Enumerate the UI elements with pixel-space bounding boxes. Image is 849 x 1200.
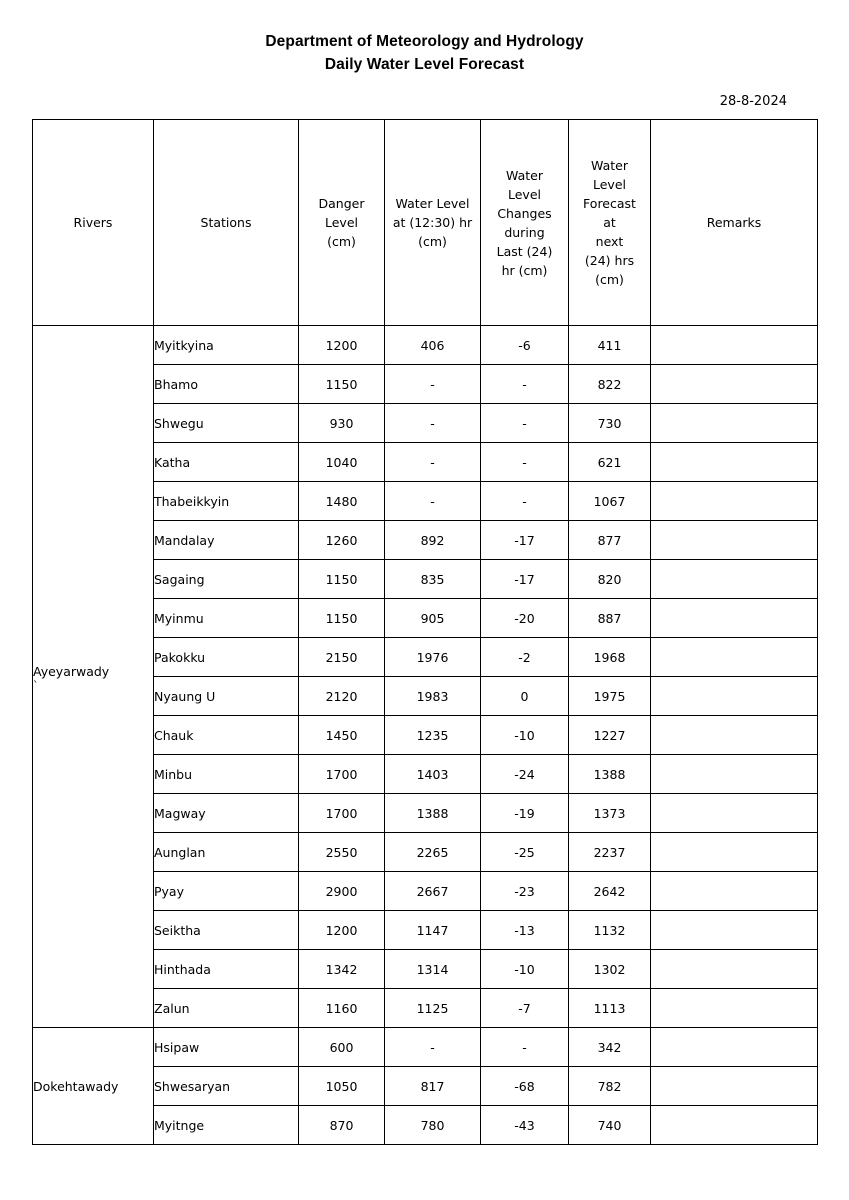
danger-level-value: 1200 xyxy=(299,911,385,950)
water-level-change-value: -23 xyxy=(481,872,569,911)
changes-line-1: Water xyxy=(506,167,543,183)
page-title-line-2: Daily Water Level Forecast xyxy=(324,56,525,73)
remarks-value xyxy=(651,677,818,716)
water-level-change-value: - xyxy=(481,365,569,404)
river-name: Ayeyarwady xyxy=(33,663,110,679)
water-level-change-value: -25 xyxy=(481,833,569,872)
river-name: Dokehtawady xyxy=(33,1078,119,1094)
water-level-forecast-value: 621 xyxy=(569,443,651,482)
station-name: Shwesaryan xyxy=(154,1067,299,1106)
station-name: Chauk xyxy=(154,716,299,755)
remarks-value xyxy=(651,521,818,560)
water-level-value: 835 xyxy=(385,560,481,599)
water-level-change-value: -10 xyxy=(481,716,569,755)
table-header xyxy=(33,120,818,326)
danger-level-value: 1050 xyxy=(299,1067,385,1106)
station-name: Nyaung U xyxy=(154,677,299,716)
danger-level-value: 2550 xyxy=(299,833,385,872)
document-header xyxy=(0,0,849,76)
water-level-change-value: -20 xyxy=(481,599,569,638)
table-row xyxy=(33,1028,818,1067)
station-name: Thabeikkyin xyxy=(154,482,299,521)
changes-line-2: Level xyxy=(508,186,541,202)
column-header-danger-level xyxy=(299,120,385,326)
water-level-value: 1403 xyxy=(385,755,481,794)
remarks-value xyxy=(651,365,818,404)
station-name: Mandalay xyxy=(154,521,299,560)
table-body xyxy=(33,326,818,1145)
changes-line-5: Last (24) xyxy=(496,243,553,259)
danger-level-value: 1700 xyxy=(299,794,385,833)
water-level-change-value: -10 xyxy=(481,950,569,989)
water-level-change-value: -68 xyxy=(481,1067,569,1106)
danger-level-value: 2150 xyxy=(299,638,385,677)
water-level-value: 1314 xyxy=(385,950,481,989)
water-level-value: - xyxy=(385,482,481,521)
river-group-label xyxy=(33,1028,154,1145)
water-level-change-value: - xyxy=(481,1028,569,1067)
column-header-remarks: Remarks xyxy=(651,120,818,326)
station-name: Myitkyina xyxy=(154,326,299,365)
remarks-value xyxy=(651,482,818,521)
forecast-line-5: next xyxy=(595,234,624,249)
station-name: Seiktha xyxy=(154,911,299,950)
river-group-label xyxy=(33,326,154,1028)
water-level-change-value: 0 xyxy=(481,677,569,716)
station-name: Pyay xyxy=(154,872,299,911)
danger-level-value: 1160 xyxy=(299,989,385,1028)
water-level-change-value: -6 xyxy=(481,326,569,365)
danger-level-value: 1040 xyxy=(299,443,385,482)
remarks-value xyxy=(651,833,818,872)
water-level-change-value: -7 xyxy=(481,989,569,1028)
water-level-forecast-value: 1132 xyxy=(569,911,651,950)
water-level-change-value: -17 xyxy=(481,560,569,599)
water-level-value: 1147 xyxy=(385,911,481,950)
column-header-water-level-forecast xyxy=(569,120,651,326)
water-level-forecast-value: 1302 xyxy=(569,950,651,989)
water-level-forecast-value: 730 xyxy=(569,404,651,443)
water-level-change-value: -17 xyxy=(481,521,569,560)
water-level-change-value: -19 xyxy=(481,794,569,833)
water-level-forecast-value: 1227 xyxy=(569,716,651,755)
water-level-forecast-value: 1388 xyxy=(569,755,651,794)
station-name: Katha xyxy=(154,443,299,482)
water-level-change-value: - xyxy=(481,443,569,482)
water-level-change-value: -24 xyxy=(481,755,569,794)
remarks-value xyxy=(651,872,818,911)
water-level-change-value: -2 xyxy=(481,638,569,677)
forecast-line-3: Forecast xyxy=(583,196,636,211)
danger-level-value: 1700 xyxy=(299,755,385,794)
danger-level-line-2: Level xyxy=(325,215,358,230)
water-level-forecast-value: 782 xyxy=(569,1067,651,1106)
report-date: 28-8-2024 xyxy=(719,94,787,109)
remarks-value xyxy=(651,326,818,365)
station-name: Zalun xyxy=(154,989,299,1028)
changes-line-4: during xyxy=(504,224,545,240)
forecast-line-7: (cm) xyxy=(595,272,624,287)
remarks-value xyxy=(651,1028,818,1067)
danger-level-value: 1200 xyxy=(299,326,385,365)
station-name: Bhamo xyxy=(154,365,299,404)
water-level-value: 2667 xyxy=(385,872,481,911)
water-level-value: 905 xyxy=(385,599,481,638)
remarks-value xyxy=(651,911,818,950)
station-name: Hinthada xyxy=(154,950,299,989)
water-level-forecast-value: 2237 xyxy=(569,833,651,872)
water-level-value: - xyxy=(385,404,481,443)
water-level-change-value: - xyxy=(481,404,569,443)
water-level-forecast-value: 1975 xyxy=(569,677,651,716)
remarks-value xyxy=(651,1106,818,1145)
water-level-value: - xyxy=(385,443,481,482)
station-name: Myitnge xyxy=(154,1106,299,1145)
danger-level-value: 1150 xyxy=(299,365,385,404)
remarks-value xyxy=(651,716,818,755)
water-level-forecast-value: 820 xyxy=(569,560,651,599)
water-level-forecast-value: 1968 xyxy=(569,638,651,677)
water-level-forecast-value: 2642 xyxy=(569,872,651,911)
station-name: Sagaing xyxy=(154,560,299,599)
water-level-change-value: -13 xyxy=(481,911,569,950)
remarks-value xyxy=(651,560,818,599)
water-level-forecast-value: 1373 xyxy=(569,794,651,833)
water-level-line-1: Water Level xyxy=(395,196,470,211)
water-level-forecast-value: 1113 xyxy=(569,989,651,1028)
column-header-water-level xyxy=(385,120,481,326)
water-level-forecast-value: 740 xyxy=(569,1106,651,1145)
danger-level-value: 600 xyxy=(299,1028,385,1067)
changes-line-3: Changes xyxy=(497,205,552,221)
water-level-line-2: at (12:30) hr xyxy=(392,215,473,230)
remarks-value xyxy=(651,404,818,443)
water-level-forecast-value: 877 xyxy=(569,521,651,560)
station-name: Shwegu xyxy=(154,404,299,443)
remarks-value xyxy=(651,599,818,638)
danger-level-value: 1150 xyxy=(299,599,385,638)
water-level-value: - xyxy=(385,365,481,404)
danger-level-value: 1480 xyxy=(299,482,385,521)
water-level-forecast-value: 887 xyxy=(569,599,651,638)
table-row xyxy=(33,326,818,365)
table-header-row xyxy=(33,120,818,326)
water-level-forecast-value: 342 xyxy=(569,1028,651,1067)
water-level-value: 1388 xyxy=(385,794,481,833)
danger-level-value: 870 xyxy=(299,1106,385,1145)
water-level-value: 1983 xyxy=(385,677,481,716)
water-level-value: - xyxy=(385,1028,481,1067)
station-name: Pakokku xyxy=(154,638,299,677)
danger-level-value: 1260 xyxy=(299,521,385,560)
water-level-value: 2265 xyxy=(385,833,481,872)
changes-line-6: hr (cm) xyxy=(501,262,548,278)
danger-level-line-1: Danger xyxy=(318,196,365,211)
forecast-line-2: Level xyxy=(593,177,626,192)
water-level-value: 1235 xyxy=(385,716,481,755)
danger-level-value: 1450 xyxy=(299,716,385,755)
water-level-forecast-value: 411 xyxy=(569,326,651,365)
water-level-value: 780 xyxy=(385,1106,481,1145)
forecast-line-1: Water xyxy=(591,158,628,173)
water-level-table xyxy=(32,119,818,1145)
station-name: Minbu xyxy=(154,755,299,794)
water-level-change-value: -43 xyxy=(481,1106,569,1145)
water-level-value: 406 xyxy=(385,326,481,365)
water-level-line-3: (cm) xyxy=(418,234,447,249)
remarks-value xyxy=(651,950,818,989)
water-level-value: 1125 xyxy=(385,989,481,1028)
danger-level-value: 2120 xyxy=(299,677,385,716)
remarks-value xyxy=(651,1067,818,1106)
water-level-value: 1976 xyxy=(385,638,481,677)
water-level-forecast-value: 1067 xyxy=(569,482,651,521)
danger-level-value: 930 xyxy=(299,404,385,443)
page-title-line-1: Department of Meteorology and Hydrology xyxy=(265,33,584,50)
forecast-line-6: (24) hrs xyxy=(584,253,635,268)
remarks-value xyxy=(651,638,818,677)
water-level-value: 817 xyxy=(385,1067,481,1106)
water-level-forecast-value: 822 xyxy=(569,365,651,404)
danger-level-value: 2900 xyxy=(299,872,385,911)
forecast-line-4: at xyxy=(603,215,616,230)
station-name: Myinmu xyxy=(154,599,299,638)
danger-level-value: 1150 xyxy=(299,560,385,599)
remarks-value xyxy=(651,755,818,794)
column-header-rivers: Rivers xyxy=(33,120,154,326)
station-name: Hsipaw xyxy=(154,1028,299,1067)
river-name-mark: ` xyxy=(33,678,39,692)
column-header-water-level-changes xyxy=(481,120,569,326)
remarks-value xyxy=(651,989,818,1028)
station-name: Magway xyxy=(154,794,299,833)
remarks-value xyxy=(651,794,818,833)
danger-level-line-3: (cm) xyxy=(327,234,356,249)
column-header-stations: Stations xyxy=(154,120,299,326)
danger-level-value: 1342 xyxy=(299,950,385,989)
station-name: Aunglan xyxy=(154,833,299,872)
water-level-change-value: - xyxy=(481,482,569,521)
water-level-value: 892 xyxy=(385,521,481,560)
remarks-value xyxy=(651,443,818,482)
